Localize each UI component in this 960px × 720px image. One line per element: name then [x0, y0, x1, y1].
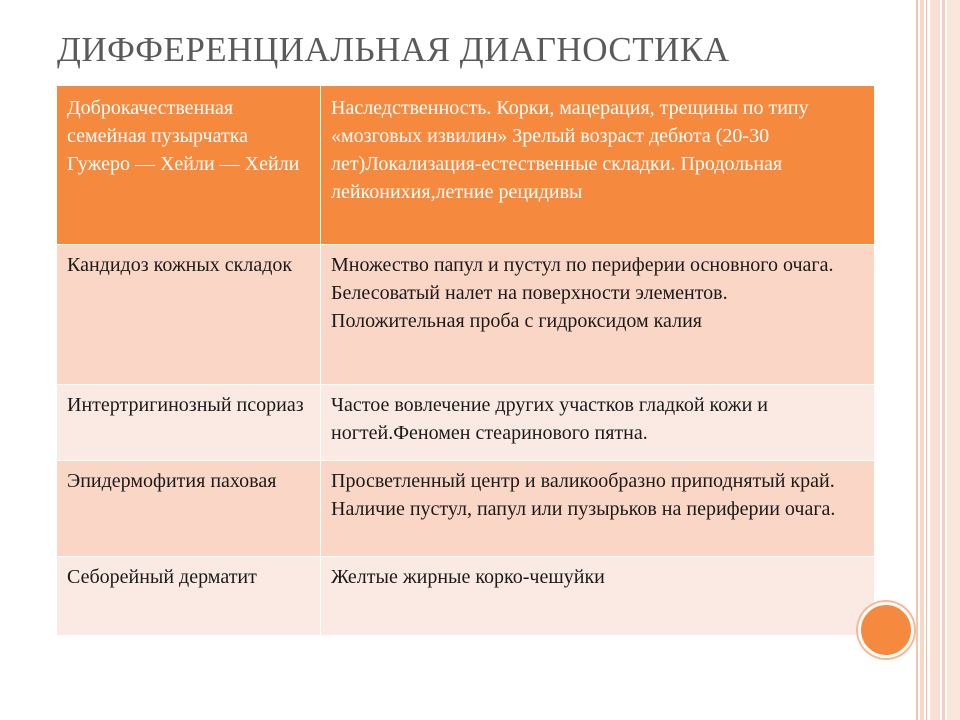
table-row	[57, 557, 875, 636]
decorative-circle	[858, 602, 914, 658]
stripe	[920, 0, 924, 720]
description-cell: Множество папул и пустул по периферии основного очага. Белесоватый налет на поверхности элементов. Положительная проба с гидроксидом калия	[321, 245, 875, 385]
disease-cell: Себорейный дерматит	[57, 557, 321, 636]
description-cell: Частое вовлечение других участков гладкой кожи и ногтей.Феномен стеаринового пятна.	[321, 385, 875, 461]
description-cell: Желтые жирные корко-чешуйки	[321, 557, 875, 636]
table-row	[57, 385, 875, 461]
stripe	[930, 0, 940, 720]
disease-cell: Доброкачественная семейная пузырчатка Гужеро — Хейли — Хейли	[57, 86, 321, 245]
table-row	[57, 245, 875, 385]
table-row	[57, 86, 875, 245]
decorative-side-stripes	[916, 0, 960, 720]
description-cell: Просветленный центр и валикообразно приподнятый край. Наличие пустул, папул или пузырьков на периферии очага.	[321, 461, 875, 557]
stripe	[947, 0, 960, 720]
disease-cell: Кандидоз кожных складок	[57, 245, 321, 385]
disease-cell: Эпидермофития паховая	[57, 461, 321, 557]
differential-diagnosis-table	[56, 85, 875, 636]
table-row	[57, 461, 875, 557]
stripe	[926, 0, 927, 720]
disease-cell: Интертригинозный псориаз	[57, 385, 321, 461]
slide-title: ДИФФЕРЕНЦИАЛЬНАЯ ДИАГНОСТИКА	[57, 30, 730, 69]
stripe	[916, 0, 918, 720]
stripe	[942, 0, 945, 720]
description-cell: Наследственность. Корки, мацерация, трещины по типу «мозговых извилин» Зрелый возраст дебюта (20-30 лет)Локализация-естественные складки. Продольная лейконихия,летние рецидивы	[321, 86, 875, 245]
